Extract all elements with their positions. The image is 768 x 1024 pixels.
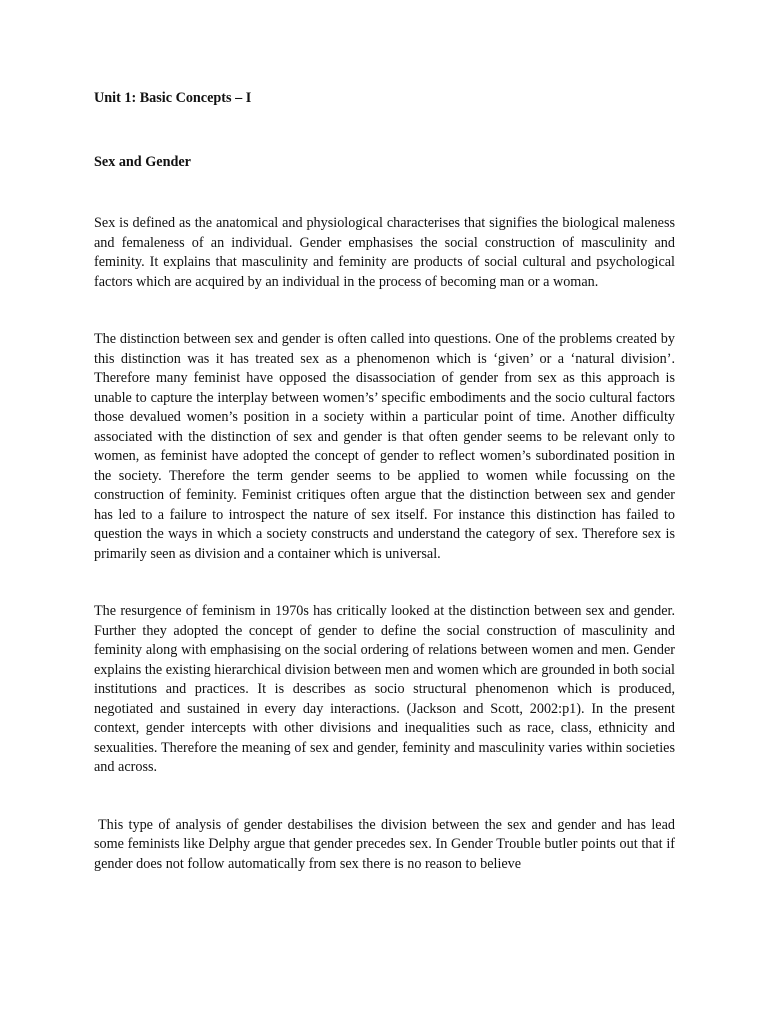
paragraph-4: This type of analysis of gender destabilises the division between the sex and gender and has lead some feminists like Delphy argue that gender precedes sex. In Gender Trouble butler points out that if gender does not follow automatically from sex there is no reason to believe	[94, 816, 675, 872]
paragraph-2: The distinction between sex and gender is often called into questions. One of the problems created by this distinction was it has treated sex as a phenomenon which is ‘given’ or a ‘natural division’. Therefore many feminist have opposed the disassociation of gender from sex as this approach is unable to capture the interplay between women’s’ specific embodiments and the socio cultural factors those devalued women’s position in a society within a particular point of time. Another difficulty associated with the distinction of sex and gender is that often gender seems to be relevant only to women, as feminist have adopted the concept of gender to reflect women’s subordinated position in the society. Therefore the term gender seems to be applied to women while focussing on the construction of feminity. Feminist critiques often argue that the distinction between sex and gender has led to a failure to introspect the nature of sex itself. For instance this distinction has failed to question the ways in which a society constructs and understand the category of sex. Therefore sex is primarily seen as division and a container which is universal.	[94, 331, 675, 562]
document-body	[94, 88, 675, 912]
section-title: Sex and Gender	[94, 154, 191, 170]
unit-title: Unit 1: Basic Concepts – I	[94, 90, 252, 106]
paragraph-3: The resurgence of feminism in 1970s has critically looked at the distinction between sex and gender. Further they adopted the concept of gender to define the social construction of masculinity and feminity along with emphasising on the social ordering of relations between women and men. Gender explains the existing hierarchical division between men and women which are grounded in both social institutions and practices. It is describes as socio structural phenomenon which is produced, negotiated and sustained in every day interactions. (Jackson and Scott, 2002:p1). In the present context, gender intercepts with other divisions and inequalities such as race, class, ethnicity and sexualities. Therefore the meaning of sex and gender, feminity and masculinity varies within societies and across.	[94, 603, 675, 775]
paragraph-1: Sex is defined as the anatomical and physiological characterises that signifies the biological maleness and femaleness of an individual. Gender emphasises the social construction of masculinity and feminity. It explains that masculinity and feminity are products of social cultural and psychological factors which are acquired by an individual in the process of becoming man or a woman.	[94, 215, 675, 290]
